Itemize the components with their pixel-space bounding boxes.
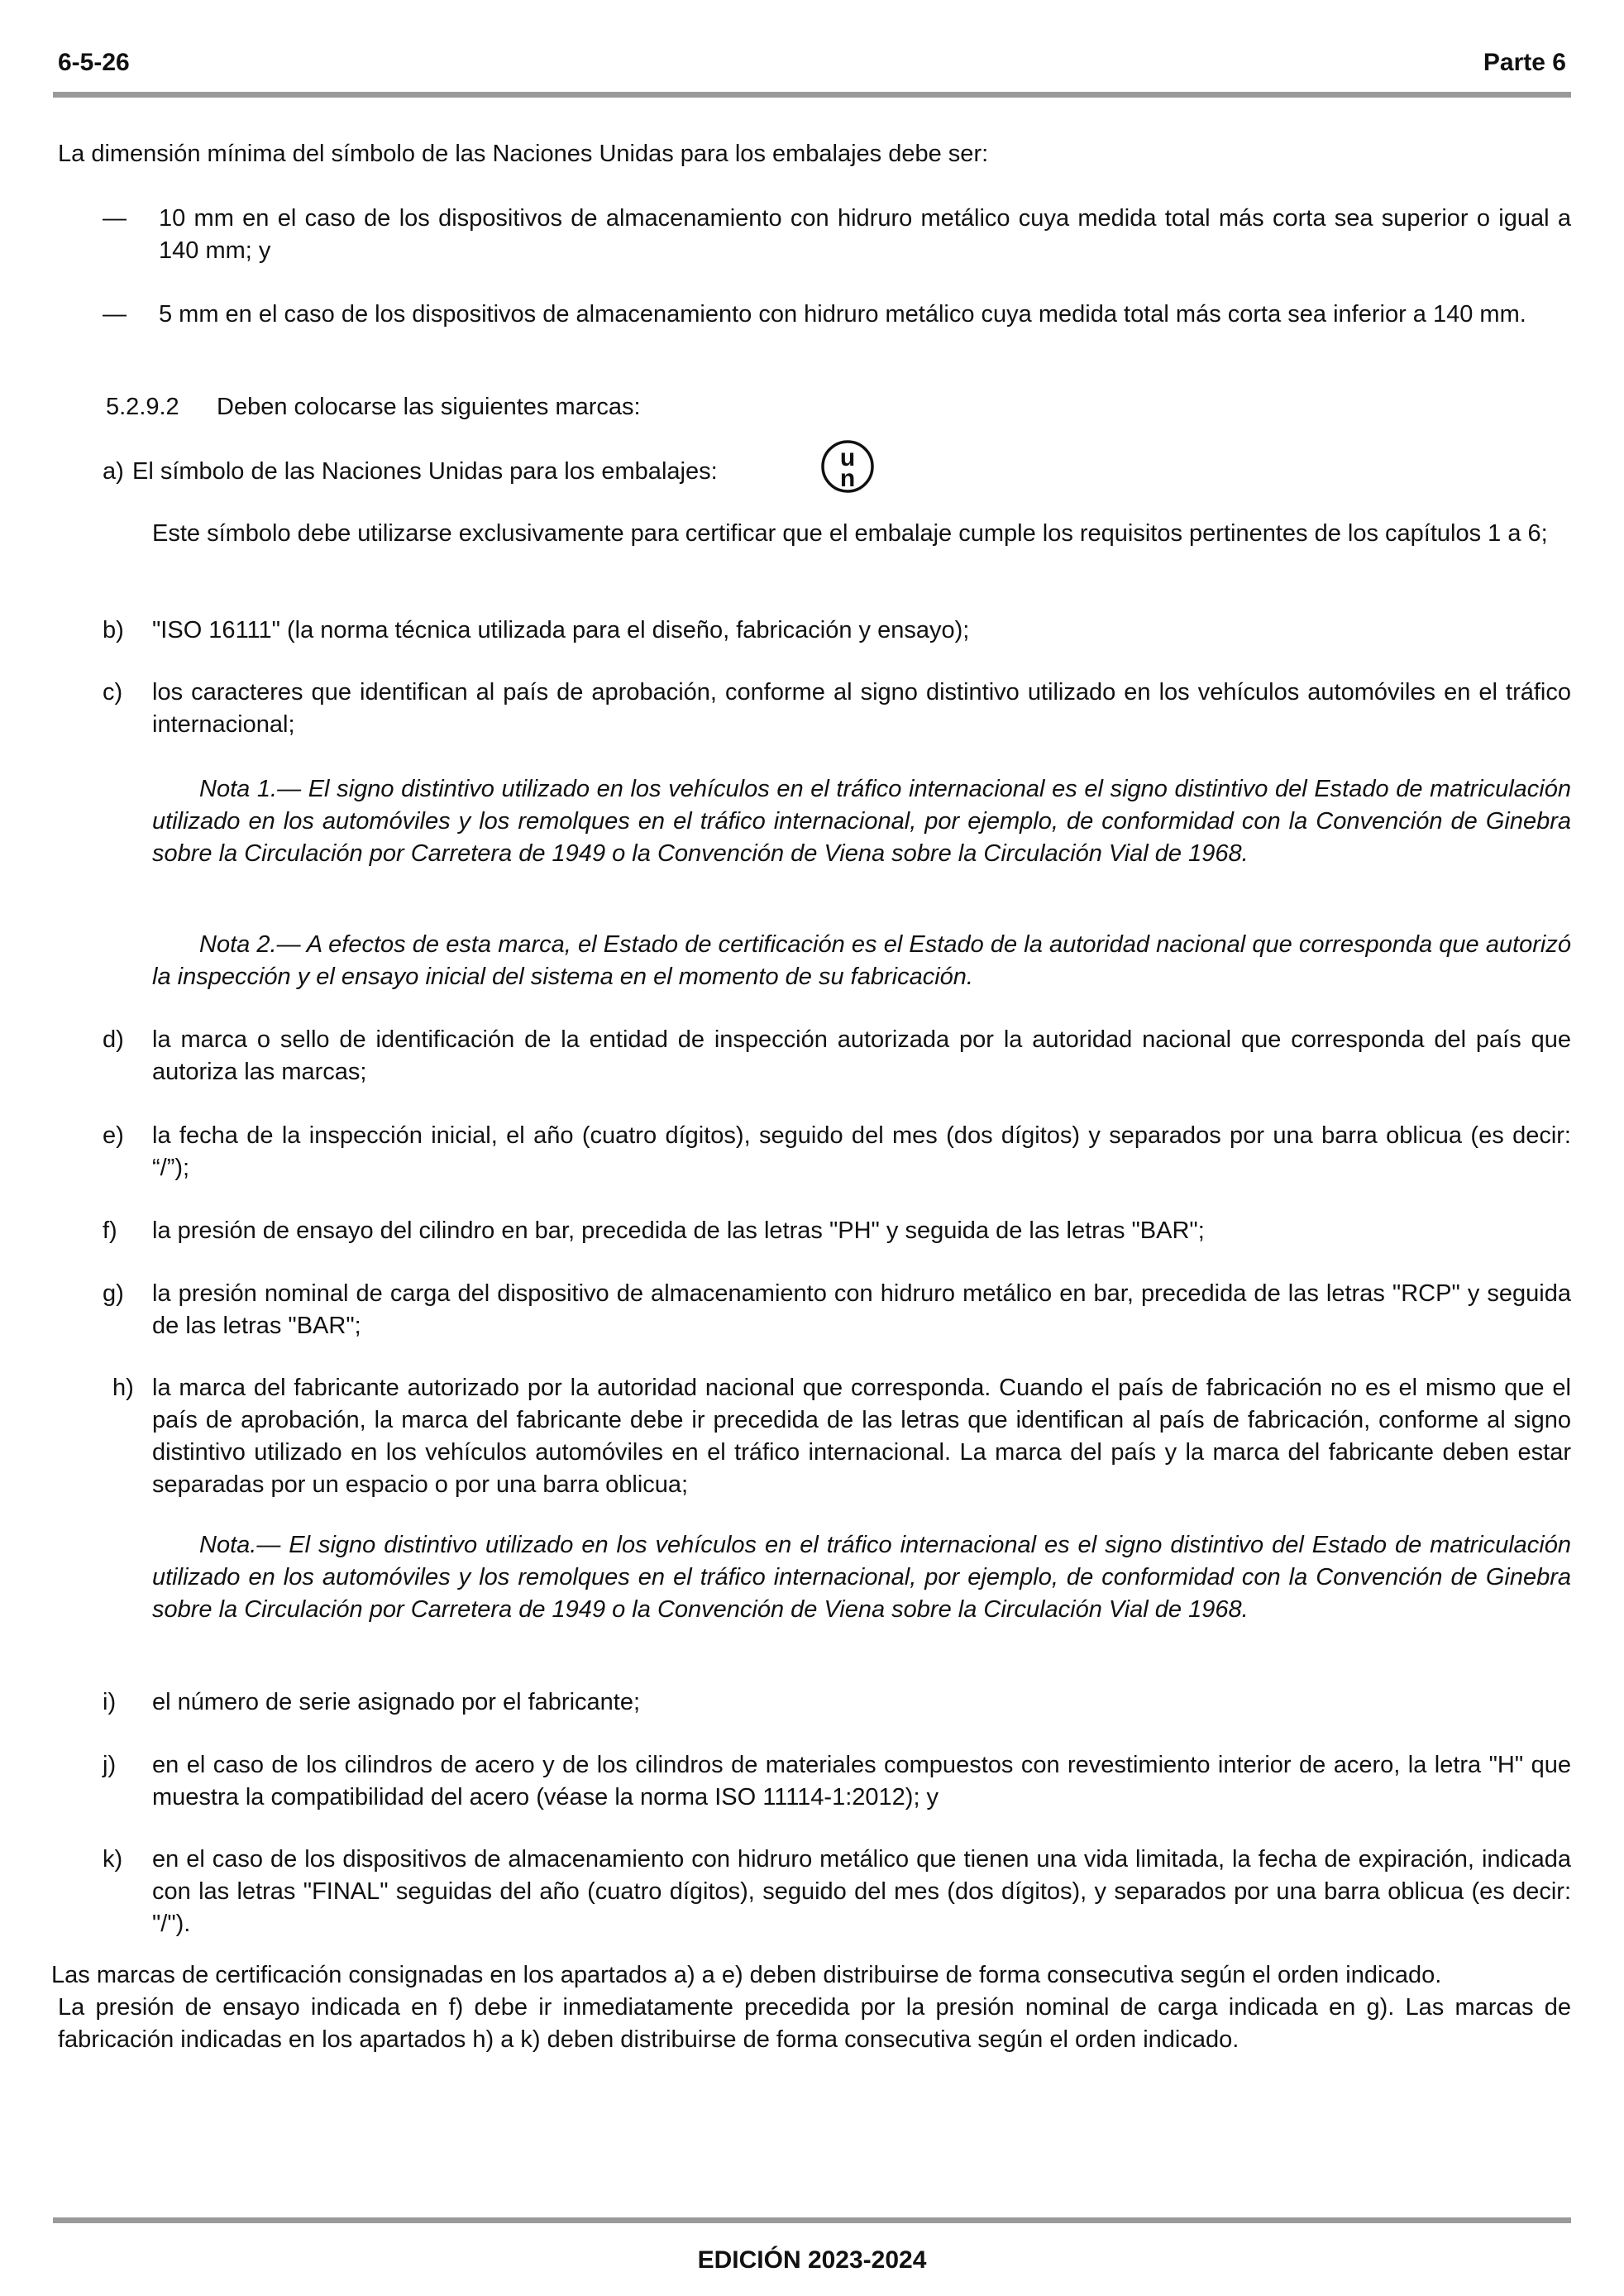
item-text-h: la marca del fabricante autorizado por la autoridad nacional que corresponda. Cuando el país de fabricación no es el mismo que el país de aprobación, la marca del fabricante debe ir precedida de las letras que identifican al país de fabricación, conforme al signo distintivo utilizado en los vehículos automóviles en el tráfico internacional. La marca del país y la marca del fabricante deben estar separadas por un espacio o por una barra oblicua; — [152, 1375, 1571, 1498]
un-packaging-symbol-icon — [820, 439, 875, 494]
item-label-b: b) — [103, 617, 124, 643]
un-symbol-letter-n: n — [839, 465, 856, 492]
section-title: Deben colocarse las siguientes marcas: — [217, 394, 641, 420]
footer-rule — [53, 2217, 1571, 2223]
section-number: 5.2.9.2 — [106, 394, 179, 420]
item-text-g: la presión nominal de carga del dispositivo de almacenamiento con hidruro metálico en bar, precedida de las letras "RCP" y seguida de las letras "BAR"; — [152, 1280, 1571, 1339]
header-rule — [53, 92, 1571, 98]
item-text-a: El símbolo de las Naciones Unidas para los embalajes: — [132, 458, 718, 485]
item-text-k: en el caso de los dispositivos de almacenamiento con hidruro metálico que tienen una vida limitada, la fecha de expiración, indicada con las letras "FINAL" seguidas del año (cuatro dígitos), seguido del mes (dos dígitos), y separados por una barra oblicua (es decir: "/"). — [152, 1846, 1571, 1937]
item-text-i: el número de serie asignado por el fabricante; — [152, 1689, 641, 1715]
item-label-d: d) — [103, 1026, 124, 1053]
item-label-g: g) — [103, 1280, 124, 1307]
item-text-a-description: Este símbolo debe utilizarse exclusivamente para certificar que el embalaje cumple los requisitos pertinentes de los capítulos 1 a 6; — [152, 520, 1548, 547]
item-label-j: j) — [103, 1752, 117, 1778]
edition-footer: EDICIÓN 2023-2024 — [697, 2246, 927, 2274]
dash-item-text: 5 mm en el caso de los dispositivos de almacenamiento con hidruro metálico cuya medida total más corta sea inferior a 140 mm. — [159, 301, 1526, 328]
item-label-h: h) — [112, 1375, 134, 1401]
note-h: Nota.— El signo distintivo utilizado en los vehículos en el tráfico internacional es el signo distintivo del Estado de matriculación utilizado en los automóviles y los remolques en el tráfico internacional, por ejemplo, de conformidad con la Convención de Ginebra sobre la Circulación por Carretera de 1949 o la Convención de Viena sobre la Circulación Vial de 1968. — [152, 1532, 1571, 1623]
note-2: Nota 2.— A efectos de esta marca, el Estado de certificación es el Estado de la autoridad nacional que corresponda que autorizó la inspección y el ensayo inicial del sistema en el momento de su fabricación. — [152, 931, 1571, 990]
part-label: Parte 6 — [1483, 49, 1566, 76]
item-text-e: la fecha de la inspección inicial, el año (cuatro dígitos), seguido del mes (dos dígitos) y separados por una barra oblicua (es decir: “/”); — [152, 1122, 1571, 1181]
item-text-f: la presión de ensayo del cilindro en bar, precedida de las letras "PH" y seguida de las letras "BAR"; — [152, 1217, 1205, 1244]
note-1: Nota 1.— El signo distintivo utilizado en los vehículos en el tráfico internacional es el signo distintivo del Estado de matriculación utilizado en los automóviles y los remolques en el tráfico internacional, por ejemplo, de conformidad con la Convención de Ginebra sobre la Circulación por Carretera de 1949 o la Convención de Viena sobre la Circulación Vial de 1968. — [152, 776, 1571, 867]
item-label-i: i) — [103, 1689, 117, 1715]
dash-marker: — — [103, 301, 127, 328]
dash-marker: — — [103, 205, 127, 232]
item-text-d: la marca o sello de identificación de la entidad de inspección autorizada por la autoridad nacional que corresponda del país que autoriza las marcas; — [152, 1026, 1571, 1085]
item-text-j: en el caso de los cilindros de acero y de los cilindros de materiales compuestos con revestimiento interior de acero, la letra "H" que muestra la compatibilidad del acero (véase la norma ISO 11114-1:2012); y — [152, 1752, 1571, 1810]
item-text-c: los caracteres que identifican al país de aprobación, conforme al signo distintivo utilizado en los vehículos automóviles en el tráfico internacional; — [152, 679, 1571, 738]
item-text-b: "ISO 16111" (la norma técnica utilizada para el diseño, fabricación y ensayo); — [152, 617, 970, 643]
item-label-k: k) — [103, 1846, 123, 1873]
item-label-f: f) — [103, 1217, 117, 1244]
item-label-a: a) — [103, 458, 124, 485]
item-label-e: e) — [103, 1122, 124, 1149]
dash-item-text: 10 mm en el caso de los dispositivos de almacenamiento con hidruro metálico cuya medida total más corta sea superior o igual a 140 mm; y — [159, 205, 1571, 264]
un-symbol-letter-u: u — [839, 444, 856, 471]
intro-paragraph: La dimensión mínima del símbolo de las Naciones Unidas para los embalajes debe ser: — [58, 141, 989, 167]
closing-sentence-2: La presión de ensayo indicada en f) debe ir inmediatamente precedida por la presión nominal de carga indicada en g). Las marcas de fabricación indicadas en los apartados h) a k) deben distribuirse de forma consecutiva según el orden indicado. — [58, 1994, 1571, 2053]
item-label-c: c) — [103, 679, 123, 706]
closing-paragraph — [51, 1959, 1571, 2056]
page-number: 6-5-26 — [58, 49, 130, 76]
closing-sentence-1: Las marcas de certificación consignadas en los apartados a) a e) deben distribuirse de forma consecutiva según el orden indicado. — [51, 1962, 1442, 1988]
